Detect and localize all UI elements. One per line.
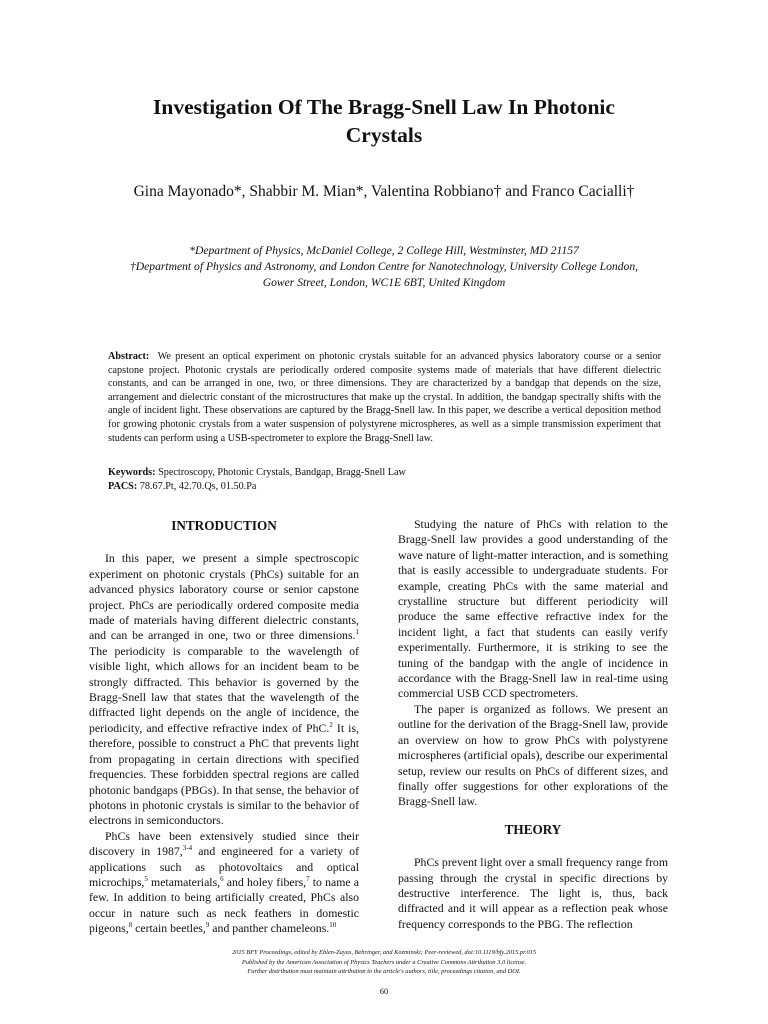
footer-line-2: Published by the American Association of Physics Teachers under a Creative Commons Attribution 3.0 license. xyxy=(241,958,527,966)
footer-line-1: 2015 BFY Proceedings, edited by Eblen-Zayas, Behringer, and Kozminski; Peer-reviewed, doi:10.1119/bfy.2015.pr.015 xyxy=(231,949,537,956)
intro-paragraph-2: PhCs have been extensively studied since their discovery in 1987,$^{3-4}$ and engineered for a variety of applications such as photovoltaics and optical microchips,$^5$ metamaterials,$^6$ and holey fibers,$^7$ to name a few. In addition to being artificially created, PhCs also occur in nature such as neck feathers in domestic pigeons,$^8$ certain beetles,$^9$ and panther chameleons.$^{10}$ xyxy=(89,828,360,936)
abstract-label: Abstract: xyxy=(108,351,150,362)
keywords-text: Spectroscopy, Photonic Crystals, Bandgap, Bragg-Snell Law xyxy=(158,467,406,478)
affiliation-2: †Department of Physics and Astronomy, and London Centre for Nanotechnology, University College London, xyxy=(129,260,639,273)
footer-line-3: Further distribution must maintain attribution to the article's authors, title, proceedings citation, and DOI. xyxy=(247,968,521,976)
keywords-block xyxy=(108,466,661,493)
left-column xyxy=(89,518,359,937)
introduction-heading: INTRODUCTION xyxy=(171,518,277,533)
title-line-1: Investigation Of The Bragg-Snell Law In Photonic xyxy=(153,95,615,119)
author-list: Gina Mayonado*, Shabbir M. Mian*, Valentina Robbiano† and Franco Cacialli† xyxy=(133,183,635,200)
intro-paragraph-1: In this paper, we present a simple spectroscopic experiment on photonic crystals (PhCs) suitable for an advanced physics laboratory course or senior capstone project. PhCs are periodically ordered composite media made of materials having different dielectric constants, and can be arranged in one, two or three dimensions.$^1$ The periodicity is comparable to the wavelength of visible light, which allows for an incident beam to be strongly diffracted. This behavior is governed by the Bragg-Snell law that states that the wavelength of the diffracted light depends on the angle of incidence, the periodicity, and effective refractive index of PhC.$^2$ It is, therefore, possible to construct a PhC that prevents light from propagating in certain directions with specified frequencies. These forbidden spectral regions are called photonic bandgaps (PBGs). In that sense, the behavior of photons in photonic crystals is similar to the behavior of electrons in semiconductors. xyxy=(89,551,359,828)
title-line-2: Crystals xyxy=(345,123,423,147)
abstract-text: We present an optical experiment on photonic crystals suitable for an advanced physics laboratory course or a senior capstone project. Photonic crystals are periodically ordered composite systems made of materials that have different dielectric constants, and can be arranged in one, two, or three dimensions. They are characterized by a bandgap that depends on the size, arrangement and dielectric constant of the microstructures that make up the crystal. In addition, the bandgap spectrally shifts with the angle of incident light. These observations are captured by the Bragg-Snell law. In this paper, we describe a vertical deposition method for growing photonic crystals from a water suspension of polystyrene microspheres, as well as a simple transmission experiment that students can perform using a USB-spectrometer to explore the Bragg-Snell law. xyxy=(108,351,662,444)
affiliations xyxy=(60,243,708,291)
paper-title xyxy=(80,93,688,149)
affiliation-1: *Department of Physics, McDaniel College, 2 College Hill, Westminster, MD 21157 xyxy=(189,244,579,257)
abstract xyxy=(108,350,661,445)
pacs-text: 78.67.Pt, 42.70.Qs, 01.50.Pa xyxy=(139,480,257,492)
right-column xyxy=(398,517,668,932)
theory-heading: THEORY xyxy=(504,821,562,837)
page-number: 60 xyxy=(379,986,389,996)
theory-paragraph-1: PhCs prevent light over a small frequency range from passing through the crystal in specific directions by destructive interference. The light is, thus, back diffracted and it will appear as a reflection peak whose frequency corresponds to the PBG. The reflection xyxy=(398,855,668,931)
footer-notice xyxy=(100,948,668,977)
right-paragraph-2: The paper is organized as follows. We present an outline for the derivation of the Bragg-Snell law, provide an overview on how to grow PhCs with polystyrene microspheres (artificial opals), describe our experimental setup, review our results on PhCs of different sizes, and finally offer suggestions for other explorations of the Bragg-Snell law. xyxy=(398,701,668,809)
affiliation-3: Gower Street, London, WC1E 6BT, United Kingdom xyxy=(262,276,506,289)
keywords-label: Keywords: xyxy=(108,467,156,478)
right-paragraph-1: Studying the nature of PhCs with relation to the Bragg-Snell law provides a good understanding of the wave nature of light-matter interaction, and is something that is easily accessible to undergraduate students. For example, creating PhCs with the same material and crystalline structure but different periodicity will produce the same effective refractive index for the incident light, a fact that students can easily verify experimentally. Furthermore, it is striking to see the tuning of the bandgap with the angle of incidence in accordance with the Bragg-Snell law in real-time using commercial USB CCD spectrometers. xyxy=(398,517,668,701)
pacs-label: PACS: xyxy=(108,480,138,492)
